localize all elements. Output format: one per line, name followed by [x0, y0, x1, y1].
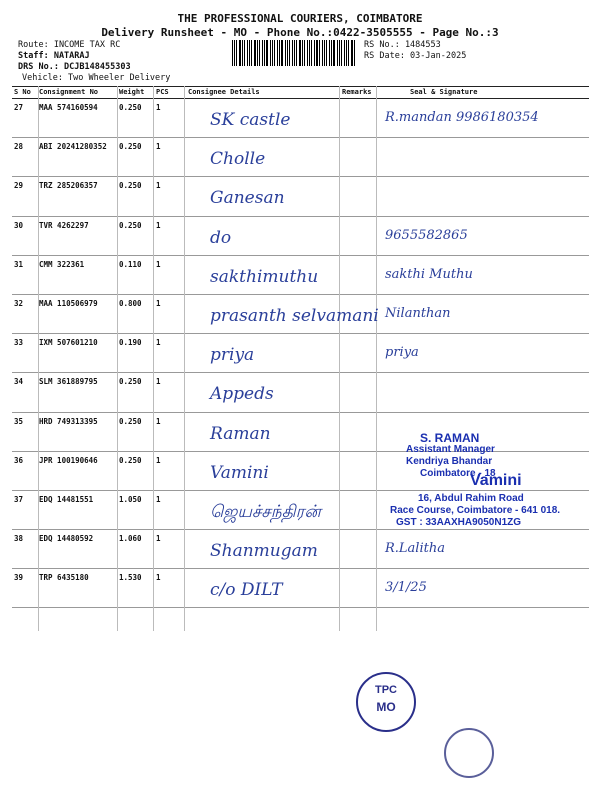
row-weight: 0.250	[119, 377, 142, 387]
stamp-addr1: 16, Abdul Rahim Road	[418, 493, 524, 504]
row-weight: 0.250	[119, 103, 142, 112]
table-header	[12, 86, 589, 99]
consignee-signature: Vamini	[210, 462, 269, 483]
drs-no: DRS No.: DCJB148455303	[18, 62, 131, 72]
company-title: THE PROFESSIONAL COURIERS, COIMBATORE	[177, 12, 423, 25]
stamp-designation: Assistant Manager	[406, 444, 495, 455]
header-consignment: Consignment No	[39, 88, 99, 96]
row-consignment: MAA 574160594	[39, 103, 98, 112]
row-sno: 37	[14, 494, 24, 504]
header-seal: Seal & Signature	[410, 88, 478, 96]
barcode	[232, 40, 356, 66]
consignee-signature: Cholle	[210, 149, 266, 170]
row-consignment: TVR 4262297	[39, 220, 89, 230]
consignee-signature: Appeds	[210, 384, 274, 405]
row-pcs: 1	[156, 220, 161, 230]
row-weight: 0.800	[119, 298, 142, 308]
stamp-gst: GST : 33AAXHA9050N1ZG	[396, 517, 522, 528]
table-row	[12, 217, 589, 256]
row-sno: 31	[14, 259, 24, 269]
staff: Staff: NATARAJ	[18, 51, 90, 61]
header-weight: Weight	[119, 88, 145, 96]
row-weight: 0.250	[119, 181, 142, 191]
header-sno: S No	[14, 88, 31, 96]
row-pcs: 1	[156, 181, 161, 191]
consignee-signature: do	[210, 227, 232, 248]
row-pcs: 1	[156, 298, 161, 308]
table-row	[12, 138, 589, 177]
row-consignment: EDQ 14480592	[39, 534, 94, 544]
row-pcs: 1	[156, 534, 161, 544]
route: Route: INCOME TAX RC	[18, 40, 121, 50]
table-row	[12, 177, 589, 216]
stamp-name: S. RAMAN	[420, 431, 480, 445]
tpc-stamp-bottom: MO	[376, 700, 396, 714]
row-pcs: 1	[156, 573, 161, 583]
consignee-signature: prasanth selvamani	[210, 306, 379, 326]
row-sno: 29	[14, 181, 24, 191]
stamp-addr2: Race Course, Coimbatore - 641 018.	[390, 505, 561, 516]
seal-signature: 9655582865	[385, 227, 468, 243]
row-sno: 35	[14, 416, 24, 426]
vehicle: Vehicle: Two Wheeler Delivery	[22, 73, 171, 83]
row-weight: 0.250	[119, 455, 142, 465]
row-consignment: MAA 110506979	[39, 298, 98, 308]
row-consignment: ABI 20241280352	[39, 142, 107, 152]
row-weight: 1.050	[119, 494, 142, 504]
row-sno: 30	[14, 220, 24, 230]
stamp-org: Kendriya Bhandar	[406, 456, 493, 467]
table-row	[12, 569, 589, 608]
seal-signature: sakthi Muthu	[385, 266, 473, 282]
header-remarks: Remarks	[342, 88, 372, 96]
row-consignment: EDQ 14481551	[39, 494, 94, 504]
row-weight: 0.250	[119, 142, 142, 152]
row-pcs: 1	[156, 455, 161, 465]
seal-signature: R.Lalitha	[385, 541, 445, 557]
rs-no: RS No.: 1484553	[364, 40, 441, 50]
consignee-signature: SK castle	[210, 110, 291, 130]
rs-date: RS Date: 03-Jan-2025	[364, 51, 467, 61]
header-pcs: PCS	[156, 88, 169, 96]
row-consignment: SLM 361889795	[39, 377, 98, 387]
row-consignment: HRD 749313395	[39, 416, 98, 426]
seal-signature: 3/1/25	[385, 580, 427, 596]
row-weight: 0.250	[119, 220, 142, 230]
stamp-shop: Vamini	[470, 472, 522, 489]
consignee-signature: Shanmugam	[210, 541, 318, 562]
consignee-signature: ஜெயச்சந்திரன்	[210, 502, 321, 522]
row-sno: 32	[14, 298, 24, 308]
seal-signature: priya	[385, 345, 419, 361]
row-weight: 0.110	[119, 259, 142, 269]
row-consignment: JPR 100190646	[39, 455, 98, 465]
row-sno: 33	[14, 338, 24, 348]
row-consignment: IXM 507601210	[39, 338, 98, 348]
row-pcs: 1	[156, 259, 161, 269]
row-sno: 27	[14, 103, 24, 112]
runsheet-title: Delivery Runsheet - MO - Phone No.:0422-3505555 - Page No.:3	[101, 26, 499, 39]
row-sno: 38	[14, 534, 24, 544]
consignee-signature: priya	[210, 345, 255, 366]
row-weight: 1.060	[119, 534, 142, 544]
header-consignee: Consignee Details	[188, 88, 260, 96]
row-sno: 34	[14, 377, 24, 387]
row-weight: 1.530	[119, 573, 142, 583]
row-pcs: 1	[156, 416, 161, 426]
stamp-city: Coimbatore - 18	[420, 468, 496, 479]
row-consignment: TRZ 285206357	[39, 181, 98, 191]
row-weight: 0.250	[119, 416, 142, 426]
table-row	[12, 413, 589, 452]
row-pcs: 1	[156, 142, 161, 152]
seal-signature: Nilanthan	[385, 306, 451, 321]
consignee-signature: sakthimuthu	[210, 266, 319, 287]
table-row	[12, 373, 589, 412]
row-pcs: 1	[156, 377, 161, 387]
seal-signature: R.mandan 9986180354	[385, 110, 539, 125]
tpc-stamp	[356, 672, 416, 732]
table-row	[12, 334, 589, 373]
row-pcs: 1	[156, 494, 161, 504]
row-consignment: CMM 322361	[39, 259, 85, 269]
consignee-signature: Raman	[210, 423, 271, 444]
consignee-signature: c/o DILT	[210, 580, 283, 601]
row-sno: 39	[14, 573, 24, 583]
consignee-signature: Ganesan	[210, 188, 285, 209]
row-pcs: 1	[156, 103, 161, 112]
row-weight: 0.190	[119, 338, 142, 348]
runsheet-table	[12, 86, 589, 608]
row-pcs: 1	[156, 338, 161, 348]
tpc-stamp-faint	[444, 728, 494, 778]
row-consignment: TRP 6435180	[39, 573, 89, 583]
tpc-stamp-top: TPC	[375, 684, 397, 696]
row-sno: 28	[14, 142, 24, 152]
row-sno: 36	[14, 455, 24, 465]
